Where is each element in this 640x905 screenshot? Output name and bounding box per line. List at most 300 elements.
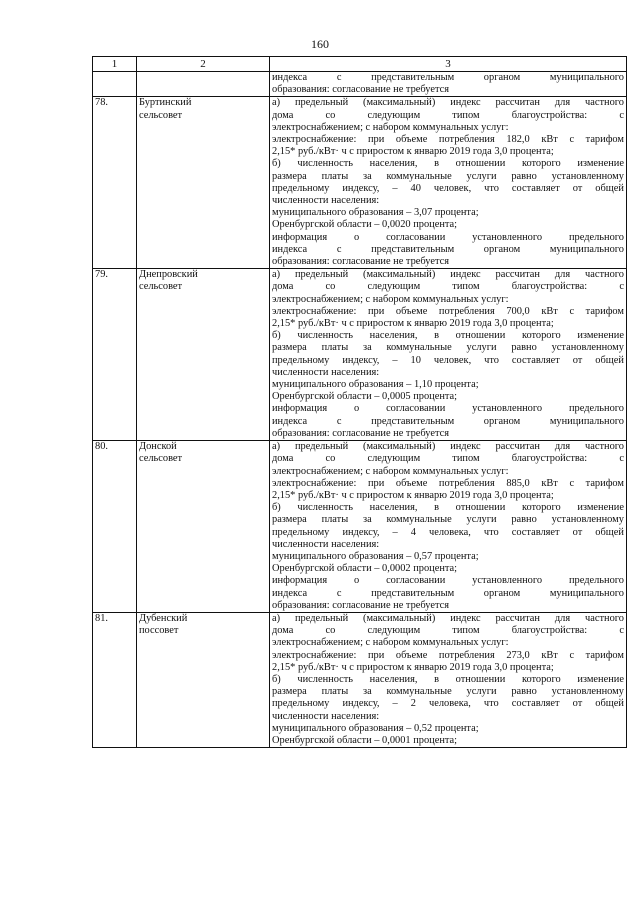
word: электроснабжение: xyxy=(272,305,357,317)
word: благоустройства: xyxy=(511,625,588,637)
word: услуги xyxy=(466,170,497,182)
text-line: образования: согласование не требуется xyxy=(272,427,450,439)
word: со xyxy=(325,281,336,293)
word: 273,0 xyxy=(506,649,530,661)
word: тарифом xyxy=(585,477,624,489)
text-line xyxy=(272,269,624,281)
word: кВт xyxy=(541,134,558,146)
name-line: сельсовет xyxy=(139,281,183,293)
word: составляет xyxy=(511,354,560,366)
word: установленного xyxy=(472,575,543,587)
word: для xyxy=(554,269,571,281)
text-line xyxy=(272,232,624,244)
text-line xyxy=(272,72,624,84)
text-line xyxy=(272,110,624,122)
text-line: Оренбургской области – 0,0002 процента; xyxy=(272,563,458,575)
word: населения, xyxy=(369,330,418,342)
row-number: 78. xyxy=(93,97,137,269)
text-line xyxy=(272,183,624,195)
word: объеме xyxy=(395,134,428,146)
word: которого xyxy=(521,330,561,342)
word: с xyxy=(336,72,342,83)
word: – xyxy=(392,526,398,538)
word: общей xyxy=(595,526,624,538)
word: а) xyxy=(272,441,281,453)
word: б) xyxy=(272,502,281,514)
word: дома xyxy=(272,109,294,121)
word: размера xyxy=(272,170,307,182)
word: предельный xyxy=(294,97,349,109)
text-line xyxy=(272,281,624,293)
text-line: Оренбургской области – 0,0005 процента; xyxy=(272,391,458,403)
word: потребления xyxy=(438,477,495,489)
word: представительным xyxy=(371,415,455,427)
word: типом xyxy=(452,625,480,637)
word: для xyxy=(554,441,571,453)
header-col-2: 2 xyxy=(137,57,270,72)
index-description xyxy=(270,612,627,747)
word: услуги xyxy=(466,686,497,698)
word: человек, xyxy=(433,354,472,366)
word: со xyxy=(325,625,336,637)
text-line: 2,15* руб./кВт· ч с приростом к январю 2019 года 3,0 процента; xyxy=(272,318,554,330)
word: для xyxy=(554,97,571,109)
word: согласовании xyxy=(386,575,446,587)
word: электроснабжение: xyxy=(272,477,357,489)
text-line xyxy=(272,674,624,686)
word: предельный xyxy=(294,612,349,624)
text-line: образования: согласование не требуется xyxy=(272,84,450,96)
index-table xyxy=(92,56,627,748)
word: органом xyxy=(483,415,521,427)
word: с xyxy=(619,281,624,293)
word: размера xyxy=(272,514,307,526)
word: потребления xyxy=(438,305,495,317)
word: индекс xyxy=(450,269,481,281)
word: (максимальный) xyxy=(363,97,436,109)
text-line: 2,15* руб./кВт· ч с приростом к январю 2019 года 3,0 процента; xyxy=(272,146,554,158)
word: которого xyxy=(521,158,561,170)
word: объеме xyxy=(395,477,428,489)
word: установленному xyxy=(551,686,624,698)
text-line xyxy=(272,416,624,428)
text-line: электроснабжением; с набором коммунальных услуг: xyxy=(272,637,509,649)
word: от xyxy=(572,526,583,538)
word: (максимальный) xyxy=(363,441,436,453)
word: услуги xyxy=(466,514,497,526)
word: установленного xyxy=(472,403,543,415)
word: равно xyxy=(511,514,537,526)
word: численность xyxy=(297,673,354,685)
word: размера xyxy=(272,342,307,354)
word: следующим xyxy=(367,281,421,293)
word: предельного xyxy=(568,231,624,243)
word: при xyxy=(367,134,385,146)
word: муниципального xyxy=(549,72,624,83)
word: при xyxy=(367,305,385,317)
name-line: сельсовет xyxy=(139,109,183,121)
text-line xyxy=(272,134,624,146)
word: б) xyxy=(272,158,281,170)
word: индексу, xyxy=(342,182,380,194)
table-row xyxy=(93,612,627,747)
word: дома xyxy=(272,453,294,465)
word: о xyxy=(353,403,360,415)
text-line xyxy=(272,171,624,183)
text-line: численности населения: xyxy=(272,195,380,207)
word: предельного xyxy=(568,403,624,415)
word: общей xyxy=(595,182,624,194)
name-line: Буртинский xyxy=(139,97,192,109)
word: частного xyxy=(585,269,624,281)
word: частного xyxy=(585,441,624,453)
word: составляет xyxy=(511,698,560,710)
word: которого xyxy=(521,502,561,514)
word: с xyxy=(569,649,575,661)
text-line xyxy=(272,514,624,526)
table-row xyxy=(93,441,627,613)
word: что xyxy=(484,182,499,194)
word: с xyxy=(569,305,575,317)
word: (максимальный) xyxy=(363,612,436,624)
word: составляет xyxy=(511,182,560,194)
word: в xyxy=(434,330,440,342)
text-line: образования: согласование не требуется xyxy=(272,599,450,611)
text-line xyxy=(272,403,624,415)
text-line xyxy=(272,478,624,490)
text-line xyxy=(272,650,624,662)
word: б) xyxy=(272,330,281,342)
word: установленному xyxy=(551,170,624,182)
word: равно xyxy=(511,170,537,182)
text-line: электроснабжением; с набором коммунальных услуг: xyxy=(272,293,509,305)
municipality-name xyxy=(137,97,270,269)
word: человека, xyxy=(429,526,471,538)
word: установленному xyxy=(551,342,624,354)
word: с xyxy=(336,243,342,255)
text-line: муниципального образования – 1,10 процента; xyxy=(272,379,479,391)
text-line: 2,15* руб./кВт· ч с приростом к январю 2019 года 3,0 процента; xyxy=(272,661,554,673)
word: с xyxy=(569,134,575,146)
word: размера xyxy=(272,686,307,698)
word: индекса xyxy=(272,72,308,83)
name-line: сельсовет xyxy=(139,453,183,465)
word: человек, xyxy=(433,182,472,194)
word: коммунальные xyxy=(386,686,452,698)
word: предельному xyxy=(272,182,330,194)
word: с xyxy=(336,415,342,427)
table-header-row xyxy=(93,57,627,72)
word: равно xyxy=(511,342,537,354)
word: за xyxy=(362,514,372,526)
word: благоустройства: xyxy=(511,281,588,293)
word: в xyxy=(434,502,440,514)
word: численность xyxy=(297,158,354,170)
word: представительным xyxy=(371,243,455,255)
word: коммунальные xyxy=(386,342,452,354)
word: со xyxy=(325,109,336,121)
word: предельному xyxy=(272,698,330,710)
word: численность xyxy=(297,502,354,514)
index-description xyxy=(270,97,627,269)
word: рассчитан xyxy=(495,441,540,453)
page-number: 160 xyxy=(311,37,329,51)
word: за xyxy=(362,170,372,182)
word: дома xyxy=(272,281,294,293)
word: потребления xyxy=(438,134,495,146)
word: типом xyxy=(452,109,480,121)
word: благоустройства: xyxy=(511,453,588,465)
word: потребления xyxy=(438,649,495,661)
word: б) xyxy=(272,673,281,685)
word: – xyxy=(392,182,398,194)
word: органом xyxy=(483,72,521,83)
word: предельный xyxy=(294,441,349,453)
text-line: 2,15* руб./кВт· ч с приростом к январю 2019 года 3,0 процента; xyxy=(272,489,554,501)
word: отношении xyxy=(455,502,506,514)
word: 10 xyxy=(410,354,421,366)
word: общей xyxy=(595,354,624,366)
word: изменение xyxy=(577,330,624,342)
word: человека, xyxy=(429,698,471,710)
text-line: муниципального образования – 3,07 процента; xyxy=(272,207,479,219)
word: что xyxy=(483,698,499,710)
continuation-num-cell xyxy=(93,72,137,97)
word: населения, xyxy=(369,158,418,170)
word: информация xyxy=(272,231,328,243)
word: составляет xyxy=(511,526,560,538)
word: отношении xyxy=(455,673,506,685)
row-number: 79. xyxy=(93,269,137,441)
header-col-3: 3 xyxy=(270,57,627,72)
word: представительным xyxy=(371,587,455,599)
municipality-name xyxy=(137,269,270,441)
text-line: численности населения: xyxy=(272,366,380,378)
word: установленному xyxy=(551,514,624,526)
word: а) xyxy=(272,97,281,109)
text-line xyxy=(272,588,624,600)
text-line: Оренбургской области – 0,0020 процента; xyxy=(272,219,458,231)
word: установленного xyxy=(472,231,543,243)
continuation-row xyxy=(93,72,627,97)
word: тарифом xyxy=(585,134,624,146)
text-line xyxy=(272,613,624,625)
text-line xyxy=(272,158,624,170)
word: муниципального xyxy=(549,587,624,599)
word: рассчитан xyxy=(495,269,540,281)
word: объеме xyxy=(395,305,428,317)
word: о xyxy=(353,231,360,243)
text-line xyxy=(272,698,624,710)
word: – xyxy=(392,354,398,366)
name-line: Днепровский xyxy=(139,269,198,281)
word: с xyxy=(619,109,624,121)
word: рассчитан xyxy=(495,97,540,109)
word: 700,0 xyxy=(506,305,530,317)
text-line: Оренбургской области – 0,0001 процента; xyxy=(272,734,458,746)
row-number: 81. xyxy=(93,612,137,747)
word: индекс xyxy=(450,441,481,453)
word: частного xyxy=(585,612,624,624)
word: индекса xyxy=(272,587,308,599)
municipality-name xyxy=(137,612,270,747)
name-line: Донской xyxy=(139,441,177,453)
word: типом xyxy=(452,453,480,465)
word: следующим xyxy=(367,109,421,121)
word: объеме xyxy=(395,649,428,661)
text-line xyxy=(272,330,624,342)
word: населения, xyxy=(369,502,418,514)
text-line: численности населения: xyxy=(272,538,380,550)
index-description xyxy=(270,269,627,441)
word: следующим xyxy=(367,625,421,637)
word: за xyxy=(362,342,372,354)
word: органом xyxy=(483,587,521,599)
word: представительным xyxy=(371,72,455,83)
text-line xyxy=(272,342,624,354)
word: для xyxy=(554,612,571,624)
word: 182,0 xyxy=(506,134,530,146)
word: изменение xyxy=(577,673,624,685)
word: что xyxy=(483,526,499,538)
text-line xyxy=(272,97,624,109)
word: за xyxy=(362,686,372,698)
word: коммунальные xyxy=(386,514,452,526)
word: при xyxy=(367,649,385,661)
word: населения, xyxy=(369,673,418,685)
word: при xyxy=(367,477,385,489)
word: типом xyxy=(452,281,480,293)
name-line: поссовет xyxy=(139,625,179,637)
index-description xyxy=(270,441,627,613)
word: платы xyxy=(321,686,349,698)
word: со xyxy=(325,453,336,465)
word: кВт xyxy=(541,305,558,317)
text-line: образования: согласование не требуется xyxy=(272,256,450,268)
word: рассчитан xyxy=(495,612,540,624)
word: платы xyxy=(321,342,349,354)
word: о xyxy=(353,575,360,587)
row-number: 80. xyxy=(93,441,137,613)
text-line xyxy=(272,453,624,465)
word: частного xyxy=(585,97,624,109)
word: численность xyxy=(297,330,354,342)
word: электроснабжение: xyxy=(272,649,357,661)
text-line: численности населения: xyxy=(272,710,380,722)
word: с xyxy=(336,587,342,599)
word: индексу, xyxy=(342,698,380,710)
word: индекс xyxy=(450,97,481,109)
word: предельный xyxy=(294,269,349,281)
word: кВт xyxy=(541,649,558,661)
word: в xyxy=(434,673,440,685)
text-line xyxy=(272,441,624,453)
text-line xyxy=(272,527,624,539)
word: органом xyxy=(483,243,521,255)
word: изменение xyxy=(577,158,624,170)
word: муниципального xyxy=(549,415,624,427)
text-line xyxy=(272,244,624,256)
table-row xyxy=(93,97,627,269)
word: общей xyxy=(595,698,624,710)
word: информация xyxy=(272,403,328,415)
header-col-1: 1 xyxy=(93,57,137,72)
word: изменение xyxy=(577,502,624,514)
word: информация xyxy=(272,575,328,587)
continuation-name-cell xyxy=(137,72,270,97)
text-line xyxy=(272,686,624,698)
text-line: муниципального образования – 0,57 процента; xyxy=(272,550,479,562)
word: в xyxy=(434,158,440,170)
word: предельному xyxy=(272,354,330,366)
word: 2 xyxy=(410,698,416,710)
word: – xyxy=(392,698,398,710)
text-line xyxy=(272,625,624,637)
word: услуги xyxy=(466,342,497,354)
word: а) xyxy=(272,612,281,624)
word: 40 xyxy=(410,182,421,194)
word: (максимальный) xyxy=(363,269,436,281)
text-line xyxy=(272,306,624,318)
word: индексу, xyxy=(342,526,380,538)
word: согласовании xyxy=(386,403,446,415)
word: платы xyxy=(321,170,349,182)
word: индекса xyxy=(272,243,308,255)
word: от xyxy=(572,698,583,710)
word: от xyxy=(572,182,583,194)
word: индекс xyxy=(450,612,481,624)
text-line xyxy=(272,355,624,367)
word: индекса xyxy=(272,415,308,427)
word: электроснабжение: xyxy=(272,134,357,146)
word: тарифом xyxy=(585,649,624,661)
word: а) xyxy=(272,269,281,281)
word: 4 xyxy=(410,526,416,538)
word: что xyxy=(484,354,499,366)
text-line: электроснабжением; с набором коммунальных услуг: xyxy=(272,121,509,133)
word: равно xyxy=(511,686,537,698)
continuation-text-cell xyxy=(270,72,627,97)
table-row xyxy=(93,269,627,441)
word: предельному xyxy=(272,526,330,538)
word: индексу, xyxy=(342,354,380,366)
word: следующим xyxy=(367,453,421,465)
word: с xyxy=(619,453,624,465)
municipality-name xyxy=(137,441,270,613)
word: отношении xyxy=(455,330,506,342)
word: предельного xyxy=(568,575,624,587)
name-line: Дубенский xyxy=(139,612,188,624)
word: дома xyxy=(272,625,294,637)
word: отношении xyxy=(455,158,506,170)
word: 885,0 xyxy=(506,477,530,489)
text-line: электроснабжением; с набором коммунальных услуг: xyxy=(272,465,509,477)
word: коммунальные xyxy=(386,170,452,182)
word: тарифом xyxy=(585,305,624,317)
word: платы xyxy=(321,514,349,526)
word: которого xyxy=(521,673,561,685)
text-line: муниципального образования – 0,52 процента; xyxy=(272,722,479,734)
text-line xyxy=(272,575,624,587)
word: муниципального xyxy=(549,243,624,255)
text-line xyxy=(272,502,624,514)
word: с xyxy=(619,625,624,637)
word: с xyxy=(569,477,575,489)
word: согласовании xyxy=(386,231,446,243)
word: благоустройства: xyxy=(511,109,588,121)
word: от xyxy=(572,354,583,366)
word: кВт xyxy=(541,477,558,489)
